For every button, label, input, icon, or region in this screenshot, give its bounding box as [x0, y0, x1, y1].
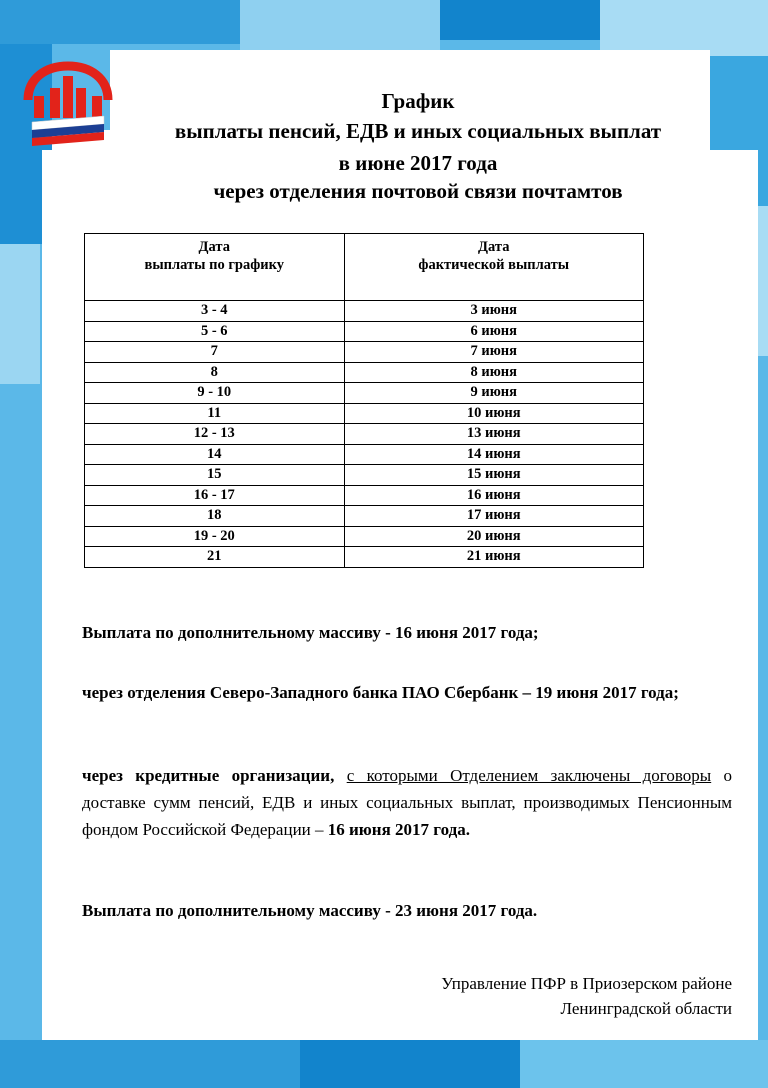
- paragraph-sberbank: через отделения Северо-Западного банка ПАО Сбербанк – 19 июня 2017 года;: [82, 683, 679, 702]
- header-scheduled-line1: Дата: [198, 239, 230, 255]
- table-row: [85, 342, 644, 363]
- table-row: [85, 506, 644, 527]
- credit-org-date: 16 июня 2017 года.: [327, 820, 470, 839]
- scheduled-cell: 21: [85, 547, 345, 568]
- table-row: [85, 383, 644, 404]
- actual-cell: 16 июня: [344, 485, 643, 506]
- actual-cell: 17 июня: [344, 506, 643, 527]
- background-tile: [0, 244, 40, 384]
- signature-office: Управление ПФР в Приозерском районе: [441, 974, 732, 993]
- actual-cell: 21 июня: [344, 547, 643, 568]
- actual-cell: 8 июня: [344, 362, 643, 383]
- table-row: [85, 362, 644, 383]
- credit-org-contracts: с которыми Отделением заключены договоры: [346, 766, 712, 785]
- table-row: [85, 444, 644, 465]
- actual-cell: 3 июня: [344, 301, 643, 322]
- scheduled-cell: 9 - 10: [85, 383, 345, 404]
- scheduled-cell: 7: [85, 342, 345, 363]
- document-title: График: [381, 89, 455, 113]
- background-tile: [440, 0, 600, 40]
- header-actual-line1: Дата: [478, 239, 510, 255]
- actual-cell: 7 июня: [344, 342, 643, 363]
- credit-org-lead: через кредитные организации,: [82, 766, 335, 785]
- paragraph-credit-organizations: [82, 762, 732, 843]
- payment-schedule-table: [84, 233, 644, 568]
- actual-cell: 10 июня: [344, 403, 643, 424]
- background-tile: [240, 0, 440, 52]
- background-tile: [520, 1040, 768, 1088]
- header-actual-line2: фактической выплаты: [418, 257, 570, 273]
- signature-region: Ленинградской области: [560, 999, 732, 1018]
- scheduled-cell: 8: [85, 362, 345, 383]
- table-row: [85, 403, 644, 424]
- actual-cell: 15 июня: [344, 465, 643, 486]
- background-tile: [0, 1040, 300, 1088]
- background-tile: [600, 0, 768, 56]
- scheduled-cell: 11: [85, 403, 345, 424]
- paragraph-additional-payment-23: Выплата по дополнительному массиву - 23 июня 2017 года.: [82, 901, 538, 920]
- actual-cell: 6 июня: [344, 321, 643, 342]
- table-row: [85, 424, 644, 445]
- header-scheduled-date: [85, 234, 345, 301]
- scheduled-cell: 18: [85, 506, 345, 527]
- scheduled-cell: 16 - 17: [85, 485, 345, 506]
- actual-cell: 14 июня: [344, 444, 643, 465]
- table-row: [85, 301, 644, 322]
- table-row: [85, 485, 644, 506]
- actual-cell: 20 июня: [344, 526, 643, 547]
- header-scheduled-line2: выплаты по графику: [144, 257, 284, 273]
- scheduled-cell: 14: [85, 444, 345, 465]
- table-row: [85, 526, 644, 547]
- document-period: в июне 2017 года: [338, 151, 498, 175]
- table-row: [85, 547, 644, 568]
- document-channel: через отделения почтовой связи почтамтов: [213, 179, 623, 203]
- scheduled-cell: 3 - 4: [85, 301, 345, 322]
- scheduled-cell: 12 - 13: [85, 424, 345, 445]
- scheduled-cell: 19 - 20: [85, 526, 345, 547]
- actual-cell: 13 июня: [344, 424, 643, 445]
- scheduled-cell: 15: [85, 465, 345, 486]
- actual-cell: 9 июня: [344, 383, 643, 404]
- background-tile: [0, 0, 240, 44]
- scheduled-cell: 5 - 6: [85, 321, 345, 342]
- table-row: [85, 321, 644, 342]
- paragraph-additional-payment-16: Выплата по дополнительному массиву - 16 июня 2017 года;: [82, 623, 539, 642]
- credit-org-body: о доставке сумм пенсий, ЕДВ и иных социальных выплат, производимых Пенсионным фондом Российской Федерации –: [82, 766, 733, 839]
- header-actual-date: [344, 234, 643, 301]
- table-header-row: [85, 234, 644, 301]
- document-subtitle: выплаты пенсий, ЕДВ и иных социальных выплат: [174, 119, 662, 143]
- table-row: [85, 465, 644, 486]
